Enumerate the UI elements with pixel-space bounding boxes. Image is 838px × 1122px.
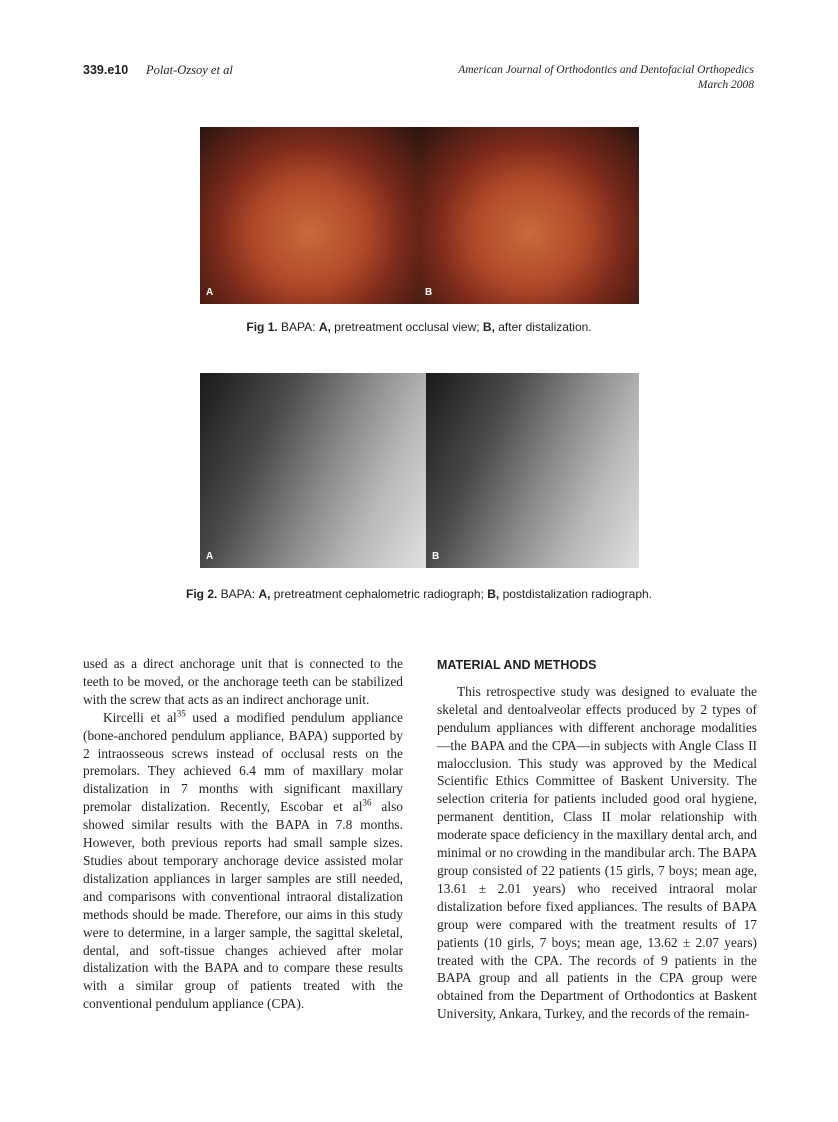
reference-35: 35 bbox=[176, 708, 186, 719]
figure1-caption-a: A, bbox=[318, 320, 331, 334]
paragraph-text: Kircelli et al bbox=[103, 709, 177, 725]
reference-36: 36 bbox=[362, 797, 372, 808]
left-column bbox=[83, 655, 403, 1013]
figure2-caption-text: pretreatment cephalometric radiograph; bbox=[270, 587, 488, 601]
issue-date: March 2008 bbox=[697, 79, 754, 91]
paragraph-text: used a modified pendulum appliance (bone-anchored pendulum appliance, BAPA) supported by 2 intraosseous screws instead of occlusal rests on the premolars. They achieved 6.4 mm of maxillary molar distalization in 7 months with significant maxillary premolar distalization. Recently, Escobar et al bbox=[83, 709, 404, 815]
figure1-caption-text: pretreatment occlusal view; bbox=[330, 320, 483, 334]
left-paragraph-2 bbox=[83, 709, 403, 1013]
figure1-caption-label: Fig 1. bbox=[246, 320, 278, 334]
figure2-panel-a-label: A bbox=[206, 551, 214, 562]
section-heading: MATERIAL AND METHODS bbox=[437, 658, 597, 672]
figure1-caption bbox=[0, 320, 838, 334]
figure1-panel-a bbox=[200, 127, 419, 304]
figure2-panel-b bbox=[426, 373, 639, 568]
figure2-caption-label: Fig 2. bbox=[185, 587, 218, 601]
figure2-caption bbox=[0, 587, 838, 601]
figure1-panel-b-label: B bbox=[425, 287, 433, 298]
figure1-caption-text: BAPA: bbox=[281, 320, 319, 334]
figure2-panel-a bbox=[200, 373, 426, 568]
figure2-caption-text: BAPA: bbox=[220, 587, 259, 601]
figure2-caption-text: postdistalization radiograph. bbox=[499, 587, 653, 601]
left-paragraph-1: used as a direct anchorage unit that is connected to the teeth to be moved, or the anchorage teeth can be stabilized with the screw that acts as an indirect anchorage unit. bbox=[83, 656, 403, 707]
right-column bbox=[437, 657, 757, 1023]
figure1-caption-b: B, bbox=[482, 320, 495, 334]
journal-header bbox=[458, 63, 754, 93]
paragraph-text: also showed similar results with the BAPA in 7.8 months. However, both previous reports had small sample sizes. Studies about temporary anchorage device assisted molar distalization appliances in larger samples are still needed, and comparisons with conventional intraoral distalization methods should be made. Therefore, our aims in this study were to determine, in a larger sample, the sagittal skeletal, dental, and soft-tissue changes achieved after molar distalization with the BAPA and to compare these results with a similar group of patients treated with the conventional pendulum appliance (CPA). bbox=[83, 799, 403, 1012]
right-paragraph-1: This retrospective study was designed to evaluate the skeletal and dentoalveolar effects produced by 2 types of pendulum appliances with different anchorage modalities—the BAPA and the CPA—in subjects with Angle Class II malocclusion. This study was approved by the Medical Scientific Ethics Committee of Baskent University. The selection criteria for patients included good oral hygiene, permanent dentition, Class II molar relationship with moderate space deficiency in the maxillary dental arch, and minimal or no crowding in the mandibular arch. The BAPA group consisted of 22 patients (15 girls, 7 boys; mean age, 13.61 ± 2.01 years) who received intraoral molar distalization before fixed appliances. The results of BAPA group were compared with the treatment results of 17 patients (10 girls, 7 boys; mean age, 13.62 ± 2.07 years) treated with the CPA. The records of 9 patients in the BAPA group and all patients in the CPA group were obtained from the Department of Orthodontics at Baskent University, Ankara, Turkey, and the records of the remain- bbox=[437, 683, 757, 1022]
running-authors: Polat-Ozsoy et al bbox=[146, 63, 233, 77]
figure2-caption-a: A, bbox=[258, 587, 271, 601]
figure1-panel-b bbox=[419, 127, 639, 304]
figure2-caption-b: B, bbox=[487, 587, 500, 601]
figure1-caption-text: after distalization. bbox=[494, 320, 592, 334]
journal-title: American Journal of Orthodontics and Dentofacial Orthopedics bbox=[458, 64, 754, 76]
figure1-panel-a-label: A bbox=[206, 287, 214, 298]
page-number: 339.e10 bbox=[83, 63, 129, 77]
figure2-panel-b-label: B bbox=[432, 551, 440, 562]
